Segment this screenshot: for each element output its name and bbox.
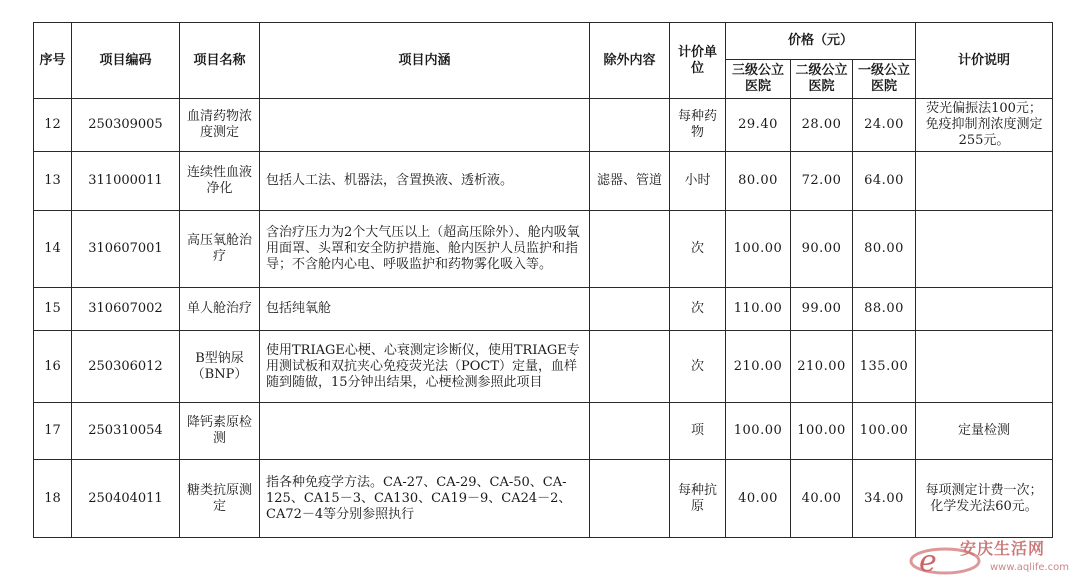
cell-note (916, 152, 1053, 211)
svg-text:e: e (919, 544, 937, 579)
cell-price-tier3: 40.00 (726, 460, 791, 538)
cell-code: 250309005 (72, 99, 180, 152)
header-content: 项目内涵 (260, 23, 590, 99)
cell-name: B型钠尿（BNP） (180, 331, 260, 403)
cell-excluded (590, 99, 670, 152)
cell-price-tier1: 64.00 (853, 152, 916, 211)
cell-seq: 14 (34, 211, 72, 288)
header-price-group: 价格（元） (726, 23, 916, 60)
cell-unit: 项 (670, 403, 726, 460)
table-row (34, 460, 1053, 538)
cell-price-tier3: 100.00 (726, 403, 791, 460)
header-excluded: 除外内容 (590, 23, 670, 99)
cell-note: 每项测定计费一次；化学发光法60元。 (916, 460, 1053, 538)
cell-code: 250404011 (72, 460, 180, 538)
cell-price-tier1: 88.00 (853, 288, 916, 331)
cell-price-tier3: 80.00 (726, 152, 791, 211)
cell-price-tier3: 100.00 (726, 211, 791, 288)
cell-seq: 15 (34, 288, 72, 331)
cell-seq: 12 (34, 99, 72, 152)
cell-note: 荧光偏振法100元；免疫抑制剂浓度测定255元。 (916, 99, 1053, 152)
cell-unit: 每种药物 (670, 99, 726, 152)
table-row (34, 331, 1053, 403)
table-row (34, 99, 1053, 152)
cell-excluded (590, 460, 670, 538)
cell-name: 降钙素原检测 (180, 403, 260, 460)
table-row (34, 152, 1053, 211)
cell-name: 糖类抗原测定 (180, 460, 260, 538)
cell-unit: 次 (670, 331, 726, 403)
cell-price-tier1: 100.00 (853, 403, 916, 460)
cell-price-tier1: 80.00 (853, 211, 916, 288)
header-code: 项目编码 (72, 23, 180, 99)
cell-price-tier1: 24.00 (853, 99, 916, 152)
cell-name: 血清药物浓度测定 (180, 99, 260, 152)
header-tier2: 二级公立医院 (791, 60, 853, 99)
cell-unit: 小时 (670, 152, 726, 211)
table-row (34, 288, 1053, 331)
cell-price-tier2: 99.00 (791, 288, 853, 331)
cell-content: 使用TRIAGE心梗、心衰测定诊断仪，使用TRIAGE专用测试板和双抗夹心免疫荧光法（POCT）定量，血样随到随做，15分钟出结果，心梗检测参照此项目 (260, 331, 590, 403)
cell-price-tier2: 210.00 (791, 331, 853, 403)
cell-note (916, 331, 1053, 403)
cell-content: 包括纯氧舱 (260, 288, 590, 331)
cell-code: 310607001 (72, 211, 180, 288)
header-seq: 序号 (34, 23, 72, 99)
cell-price-tier3: 29.40 (726, 99, 791, 152)
header-unit: 计价单位 (670, 23, 726, 99)
cell-price-tier2: 90.00 (791, 211, 853, 288)
cell-price-tier2: 40.00 (791, 460, 853, 538)
header-note: 计价说明 (916, 23, 1053, 99)
cell-code: 310607002 (72, 288, 180, 331)
cell-seq: 18 (34, 460, 72, 538)
cell-unit: 次 (670, 211, 726, 288)
cell-excluded: 滤器、管道 (590, 152, 670, 211)
cell-excluded (590, 288, 670, 331)
cell-name: 高压氧舱治疗 (180, 211, 260, 288)
cell-code: 311000011 (72, 152, 180, 211)
cell-content (260, 99, 590, 152)
header-tier3: 三级公立医院 (726, 60, 791, 99)
cell-unit: 每种抗原 (670, 460, 726, 538)
cell-price-tier1: 34.00 (853, 460, 916, 538)
cell-excluded (590, 331, 670, 403)
cell-name: 单人舱治疗 (180, 288, 260, 331)
cell-price-tier3: 210.00 (726, 331, 791, 403)
cell-content: 指各种免疫学方法。CA-27、CA-29、CA-50、CA-125、CA15－3、CA130、CA19－9、CA24－2、CA72－4等分别参照执行 (260, 460, 590, 538)
cell-unit: 次 (670, 288, 726, 331)
cell-content: 包括人工法、机器法，含置换液、透析液。 (260, 152, 590, 211)
cell-price-tier2: 28.00 (791, 99, 853, 152)
cell-excluded (590, 211, 670, 288)
cell-note: 定量检测 (916, 403, 1053, 460)
cell-price-tier1: 135.00 (853, 331, 916, 403)
pricing-table (33, 22, 1053, 538)
cell-price-tier2: 72.00 (791, 152, 853, 211)
cell-seq: 17 (34, 403, 72, 460)
cell-code: 250310054 (72, 403, 180, 460)
cell-note (916, 288, 1053, 331)
cell-content (260, 403, 590, 460)
cell-code: 250306012 (72, 331, 180, 403)
table-row (34, 403, 1053, 460)
watermark-text: 安庆生活网 (960, 539, 1046, 558)
table-row (34, 211, 1053, 288)
watermark-url: www.aqlife.com (990, 562, 1070, 573)
cell-price-tier3: 110.00 (726, 288, 791, 331)
cell-excluded (590, 403, 670, 460)
cell-name: 连续性血液净化 (180, 152, 260, 211)
cell-note (916, 211, 1053, 288)
cell-seq: 16 (34, 331, 72, 403)
header-tier1: 一级公立医院 (853, 60, 916, 99)
cell-price-tier2: 100.00 (791, 403, 853, 460)
cell-seq: 13 (34, 152, 72, 211)
header-name: 项目名称 (180, 23, 260, 99)
cell-content: 含治疗压力为2个大气压以上（超高压除外）、舱内吸氧用面罩、头罩和安全防护措施、舱内医护人员监护和指导；不含舱内心电、呼吸监护和药物雾化吸入等。 (260, 211, 590, 288)
